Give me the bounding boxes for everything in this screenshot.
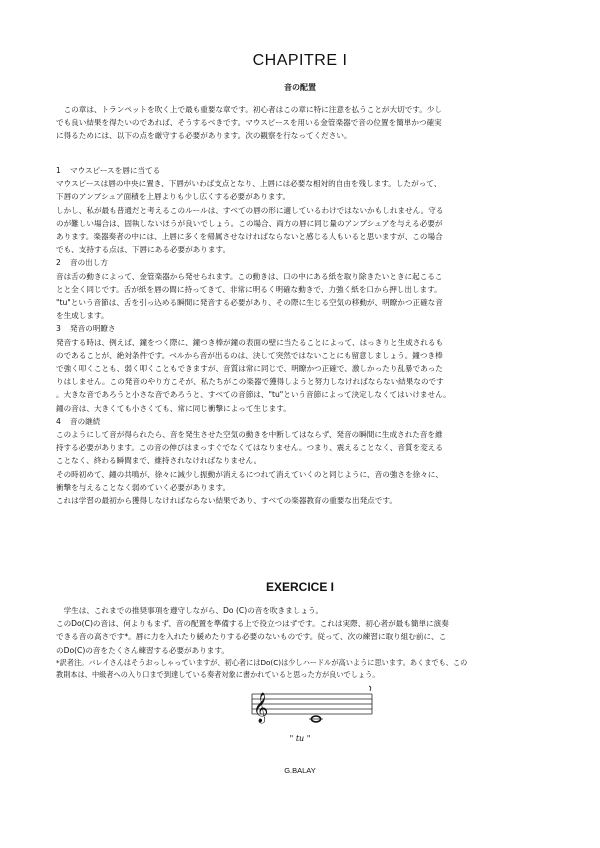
chapter-title: CHAPITRE I: [252, 52, 348, 69]
section-title: 音の継続: [70, 416, 101, 426]
intro-line: に得るためには、以下の点を厳守する必要があります。次の観察を行なってください。: [56, 131, 352, 141]
body-line: のが難しい場合は、固執しないほうが良いでしょう。この場合、両方の唇に同じ量のアンブシュアを与える必要が: [56, 218, 443, 228]
section-number: 1: [56, 166, 61, 175]
exercise-text: [56, 604, 542, 681]
section-heading: [56, 415, 542, 428]
body-line: を生成します。: [56, 311, 109, 321]
body-line: でも、支持する点は、下唇にある必要があります。: [56, 245, 231, 255]
breath-mark-icon: [369, 686, 371, 691]
body-line: ことなく、終わる瞬間まで、維持されなければなりません。: [56, 456, 262, 466]
body-line: 衝撃を与えることなく弱めていく必要があります。: [56, 482, 231, 492]
treble-clef-icon: 𝄞: [253, 693, 269, 723]
body-line: 音は舌の動きによって、金管楽器から発せられます。この動きは、口の中にある紙を取り除きたいときに起こるこ: [56, 271, 443, 281]
section-number: 4: [56, 416, 61, 426]
translator-note: [56, 657, 542, 681]
body-line: これは学習の最初から獲得しなければならない結果であり、すべての楽器教育の重要な出発点です。: [56, 496, 397, 506]
intro-line: この章は、トランペットを吹く上で最も重要な章です。初心者はこの章に特に注意を払うことが大切です。少し: [56, 105, 443, 114]
whole-note-c: [309, 716, 323, 722]
body-line: あります。楽器奏者の中には、上唇に多くを帰属させなければならないと感じる人もいると思いますが、この場合: [56, 232, 443, 242]
syllable-label: " tu ": [289, 734, 311, 743]
exercise-title: EXERCICE I: [265, 580, 334, 594]
body-line: りはしません。この発音のやり方こそが、私たちがこの楽器で獲得しようと努力しなければならない結果なのです: [56, 377, 444, 387]
body-line: 発音する時は、例えば、鐘をつく際に、鐘つき棒が鐘の表面の壁に当たることによって、はっきりと生成されるも: [56, 337, 444, 347]
section-subtitle: 音の配置: [284, 82, 316, 92]
staff-lines: [252, 694, 372, 714]
body-line: 鐘の音は、大きくても小さくても、常に同じ衝撃によって生じます。: [56, 403, 291, 413]
intro-paragraph: [56, 103, 542, 143]
body-line: で強く叩くことも、弱く叩くこともできますが、音質は常に同じで、明瞭かつ正確で、激しかったり乱暴であった: [56, 364, 443, 374]
body-line: 持する必要があります。この音の伸びはまっすぐでなくてはなりません。つまり、震えることなく、音質を変える: [56, 443, 443, 453]
section-title: 音の出し方: [70, 258, 108, 268]
body-line: のであることが、絶対条件です。ベルから音が出るのは、決して突然ではないことにも留意しましょう。鐘つき棒: [56, 350, 443, 360]
note-line: 教則本は、中級者への入り口まで到達している奏者対象に書かれていると思った方が良いでしょう。: [56, 669, 380, 679]
author-signature: G.BALAY: [284, 766, 316, 775]
section-title: 発音の明瞭さ: [70, 324, 116, 334]
body-line: しかし、私が最も普通だと考えるこのルールは、すべての唇の形に適しているわけではないかもしれません。守る: [56, 205, 444, 215]
note-line: *訳者注。バレイさんはそうおっしゃっていますが、初心者にはDo(C)は少しハードルが高いように思います。あくまでも、この: [56, 657, 468, 667]
exercise-line: のDo(C)の音をたくさん練習する必要があります。: [56, 645, 229, 655]
body-line: 下唇のアンブシュア面積を上唇よりも少し広くする必要があります。: [56, 192, 291, 202]
body-line: このようにして音が得られたら、音を発生させた空気の動きを中断してはならず、発音の瞬間に生成された音を維: [56, 430, 443, 440]
body-line: マウスピースは唇の中央に置き、下唇がいわば支点となり、上唇には必要な相対的自由を残します。したがって、: [56, 179, 442, 189]
body-line: その時初めて、鐘の共鳴が、徐々に減少し振動が消えるにつれて消えていくのと同じように、音の強さを徐々に、: [56, 469, 443, 479]
section-heading: [56, 256, 542, 269]
section-heading: [56, 164, 542, 177]
exercise-line: 学生は、これまでの推奨事項を遵守しながら、Do (C)の音を吹きましょう。: [56, 606, 324, 615]
section-number: 2: [56, 258, 61, 268]
section-title: マウスピースを唇に当てる: [70, 166, 161, 175]
sections-block: [56, 164, 542, 507]
exercise-line: このDo(C)の音は、何よりもまず、音の配置を準備する上で役立つはずです。これは実際、初心者が最も簡単に演奏: [56, 619, 449, 629]
music-staff: [248, 684, 378, 728]
section-number: 3: [56, 324, 61, 334]
body-line: "tu"という音節は、舌を引っ込める瞬間に発音する必要があり、その際に生じる空気の移動が、明瞭かつ正確な音: [56, 298, 443, 308]
body-line: とと全く同じです。舌が紙を唇の間に持ってきて、非常に明るく明確な動きで、力強く紙を口から押し出します。: [56, 284, 442, 294]
section-heading: [56, 322, 542, 335]
intro-line: でも良い結果を得たいのであれば、そうするべきです。マウスピースを用いる金管楽器で音の位置を簡単かつ確実: [56, 118, 442, 128]
exercise-line: できる音の高さです*。唇に力を入れたり緩めたりする必要のないものです。従って、次の練習に取り組む前に、こ: [56, 632, 447, 642]
body-line: 。大きな音であろうと小さな音であろうと、すべての音節は、"tu"という音節によって決定しなくてはいけません。: [56, 390, 451, 400]
